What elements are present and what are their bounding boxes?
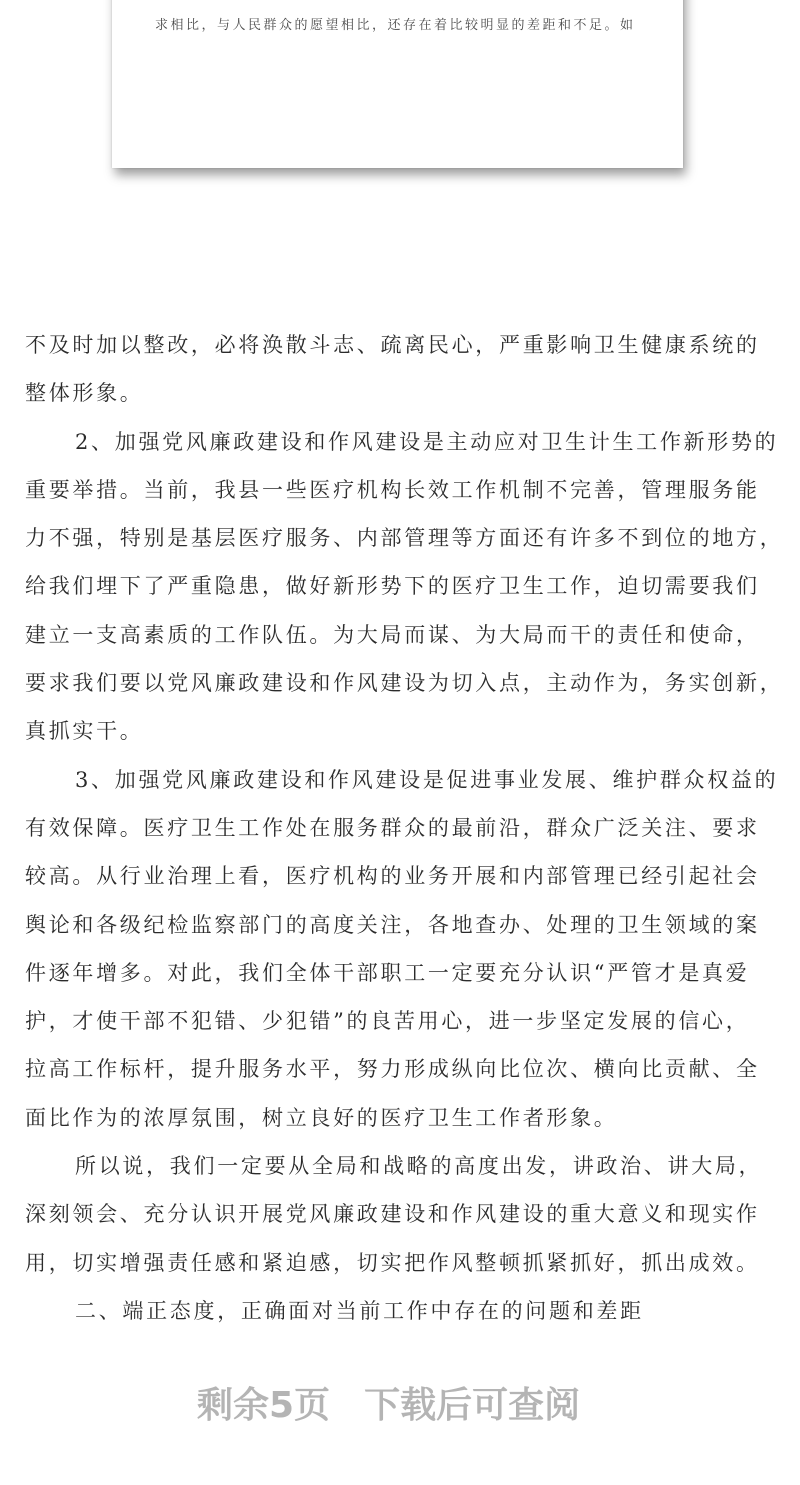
remaining-pages-label: 剩余5页: [197, 1385, 331, 1426]
paragraph-line: 用，切实增强责任感和紧迫感，切实把作风整顿抓紧抓好，抓出成效。: [25, 1250, 760, 1275]
paragraph-line: 建立一支高素质的工作队伍。为大局而谋、为大局而干的责任和使命，: [25, 622, 760, 647]
paragraph-line: 件逐年增多。对此，我们全体干部职工一定要充分认识“严管才是真爱: [25, 960, 750, 985]
section-heading: 二、端正态度，正确面对当前工作中存在的问题和差距: [75, 1298, 644, 1323]
paragraph-line: 力不强，特别是基层医疗服务、内部管理等方面还有许多不到位的地方，: [25, 526, 784, 551]
paragraph-line: 有效保障。医疗卫生工作处在服务群众的最前沿，群众广泛关注、要求: [25, 815, 760, 840]
paragraph-line: 要求我们要以党风廉政建设和作风建设为切入点，主动作为，务实创新，: [25, 671, 784, 696]
preview-text-line: 求相比，与人民群众的愿望相比，还存在着比较明显的差距和不足。如: [155, 18, 636, 33]
paragraph-line: 深刻领会、充分认识开展党风廉政建设和作风建设的重大意义和现实作: [25, 1202, 760, 1227]
paragraph-line: 真抓实干。: [25, 719, 144, 744]
page-preview-card: [112, 0, 683, 168]
paragraph-line: 所以说，我们一定要从全局和战略的高度出发，讲政治、讲大局，: [75, 1154, 763, 1179]
paragraph-line: 整体形象。: [25, 381, 144, 406]
paragraph-line: 面比作为的浓厚氛围，树立良好的医疗卫生工作者形象。: [25, 1105, 618, 1130]
paragraph-line: 不及时加以整改，必将涣散斗志、疏离民心，严重影响卫生健康系统的: [25, 333, 760, 357]
paragraph-line: 护，才使干部不犯错、少犯错”的良苦用心，进一步坚定发展的信心，: [25, 1009, 750, 1034]
paragraph-line: 2、加强党风廉政建设和作风建设是主动应对卫生计生工作新形势的: [75, 429, 779, 454]
paragraph-line: 舆论和各级纪检监察部门的高度关注，各地查办、处理的卫生领域的案: [25, 912, 760, 937]
paragraph-line: 3、加强党风廉政建设和作风建设是促进事业发展、维护群众权益的: [75, 767, 779, 792]
download-prompt-button[interactable]: [197, 1381, 580, 1431]
paragraph-line: 给我们埋下了严重隐患，做好新形势下的医疗卫生工作，迫切需要我们: [25, 574, 760, 599]
download-to-view-label: 下载后可查阅: [364, 1385, 581, 1426]
paragraph-line: 拉高工作标杆，提升服务水平，努力形成纵向比位次、横向比贡献、全: [25, 1057, 760, 1082]
paragraph-line: 重要举措。当前，我县一些医疗机构长效工作机制不完善，管理服务能: [25, 477, 760, 502]
document-body: [25, 321, 795, 1335]
paragraph-line: 较高。从行业治理上看，医疗机构的业务开展和内部管理已经引起社会: [25, 864, 760, 889]
